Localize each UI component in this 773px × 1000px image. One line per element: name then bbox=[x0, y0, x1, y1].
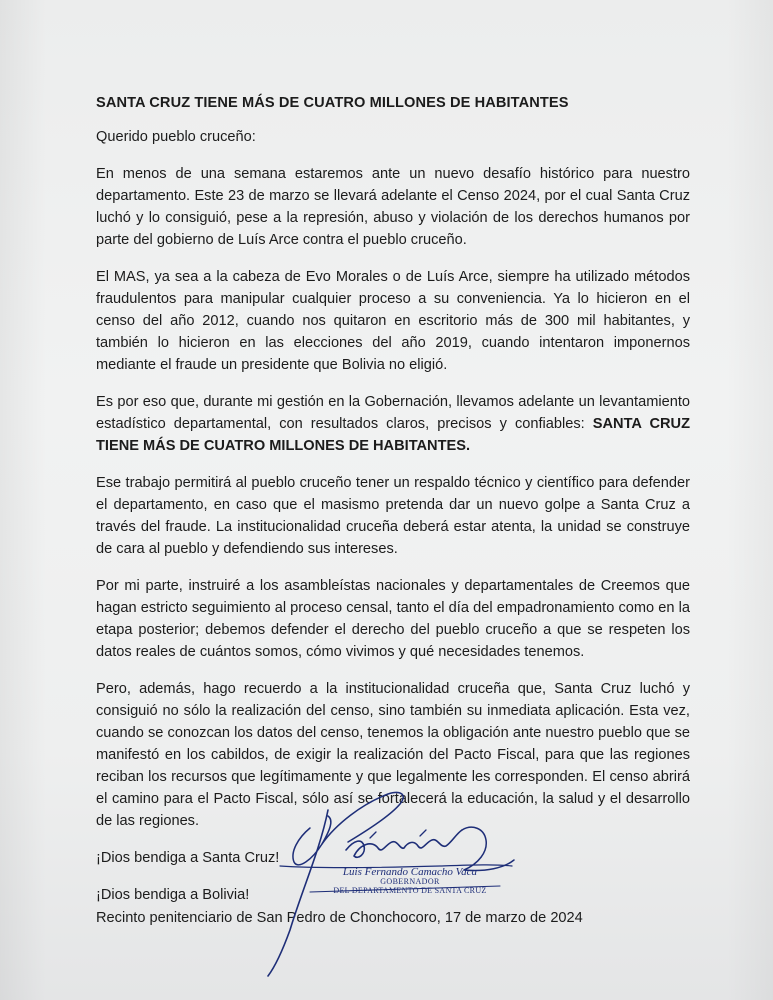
letter-title: SANTA CRUZ TIENE MÁS DE CUATRO MILLONES DE HABITANTES bbox=[96, 95, 569, 111]
paragraph-5: Por mi parte, instruiré a los asambleístas nacionales y departamentales de Creemos que hagan estricto seguimiento al proceso censal, tanto el día del empadronamiento como en la etapa posterior; debemos defender el derecho del pueblo cruceño a que se respeten los datos reales de cuántos somos, cómo vivimos y qué necesidades tenemos. bbox=[96, 578, 690, 660]
paragraph-3-text: Es por eso que, durante mi gestión en la Gobernación, llevamos adelante un levantamiento estadístico departamental, con resultados claros, precisos y confiables: bbox=[96, 394, 690, 432]
paragraph-6: Pero, además, hago recuerdo a la institucionalidad cruceña que, Santa Cruz luchó y consiguió no sólo la realización del censo, sino también su inmediata aplicación. Esta vez, cuando se conozcan los datos del censo, tenemos la obligación ante nuestro pueblo que se manifestó en los cabildos, de exigir la realización del Pacto Fiscal, para que las regiones reciban los recursos que legítimamente y que legalmente les corresponden. El censo abrirá el camino para el Pacto Fiscal, sólo así se fortalecerá la educación, la salud y el desarrollo de las regiones. bbox=[96, 681, 690, 829]
closing-bolivia: ¡Dios bendiga a Bolivia! bbox=[96, 887, 250, 903]
paragraph-2: El MAS, ya sea a la cabeza de Evo Morales o de Luís Arce, siempre ha utilizado métodos fraudulentos para manipular cualquier proceso a su conveniencia. Ya lo hicieron en el censo del año 2012, cuando nos quitaron en escritorio más de 300 mil habitantes, y también lo hicieron en las elecciones del año 2019, cuando intentaron imponernos mediante el fraude un presidente que Bolivia no eligió. bbox=[96, 269, 690, 373]
signature-department: DEL DEPARTAMENTO DE SANTA CRUZ bbox=[333, 886, 487, 895]
closing-santa-cruz: ¡Dios bendiga a Santa Cruz! bbox=[96, 850, 280, 866]
signature-name: Luis Fernando Camacho Vaca bbox=[342, 866, 478, 878]
paragraph-4: Ese trabajo permitirá al pueblo cruceño tener un respaldo técnico y científico para defender el departamento, en caso que el masismo pretenda dar un nuevo golpe a Santa Cruz a través del fraude. La institucionalidad cruceña deberá estar atenta, la unidad se construye de cara al pueblo y defendiendo sus intereses. bbox=[96, 475, 690, 557]
salutation: Querido pueblo cruceño: bbox=[96, 129, 256, 145]
place-and-date: Recinto penitenciario de San Pedro de Chonchocoro, 17 de marzo de 2024 bbox=[96, 910, 583, 926]
paragraph-3 bbox=[96, 391, 690, 457]
paragraph-3-bold: SANTA CRUZ TIENE MÁS DE CUATRO MILLONES DE HABITANTES. bbox=[96, 416, 690, 454]
paragraph-1: En menos de una semana estaremos ante un nuevo desafío histórico para nuestro departamento. Este 23 de marzo se llevará adelante el Censo 2024, por el cual Santa Cruz luchó y lo consiguió, pese a la represión, abuso y violación de los derechos humanos por parte del gobierno de Luís Arce contra el pueblo cruceño. bbox=[96, 166, 690, 248]
signature-role: GOBERNADOR bbox=[380, 877, 440, 886]
